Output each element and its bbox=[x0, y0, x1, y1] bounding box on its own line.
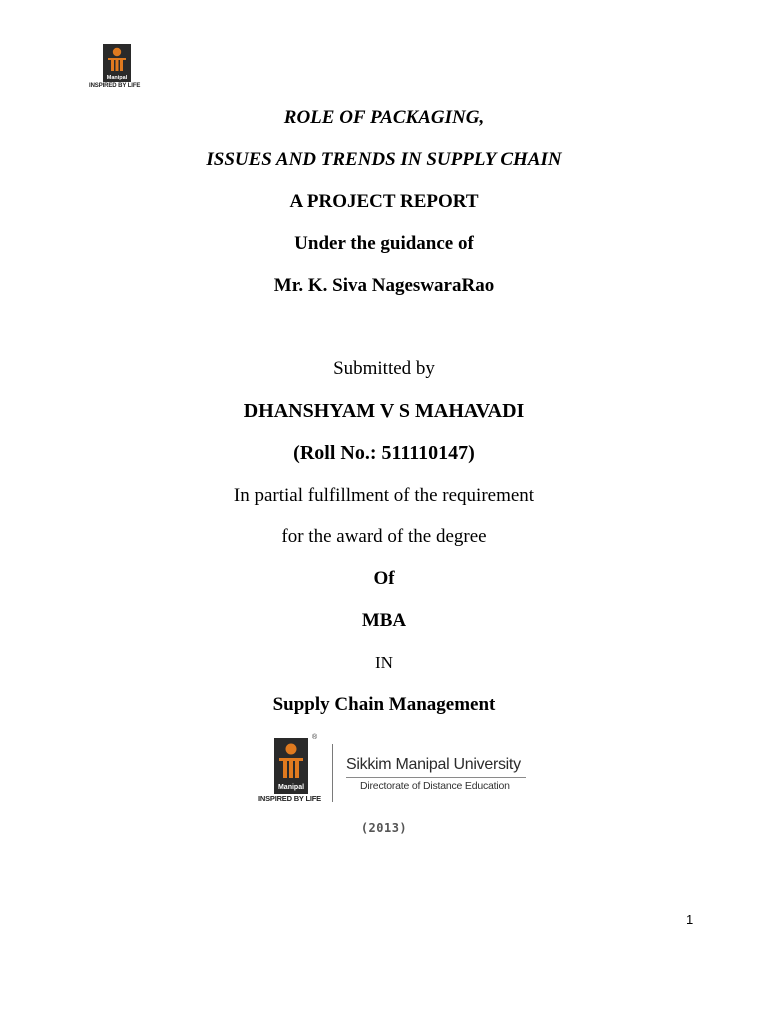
title-line-1: ROLE OF PACKAGING, bbox=[283, 107, 485, 128]
in-label: IN bbox=[375, 653, 393, 672]
manipal-emblem-icon bbox=[103, 44, 131, 82]
manipal-logo-tagline-top: INSPIRED BY LIFE bbox=[89, 83, 141, 89]
university-name: Sikkim Manipal University bbox=[346, 756, 521, 773]
svg-text:Manipal: Manipal bbox=[277, 784, 305, 791]
registered-mark: ® bbox=[312, 734, 318, 741]
guide-name: Mr. K. Siva NageswaraRao bbox=[273, 275, 495, 296]
roll-number: (Roll No.: 511110147) bbox=[293, 442, 475, 464]
report-year: (2013) bbox=[360, 821, 408, 835]
report-type: A PROJECT REPORT bbox=[289, 191, 479, 212]
university-name-rule bbox=[346, 777, 526, 778]
university-logo bbox=[258, 734, 538, 806]
specialization: Supply Chain Management bbox=[272, 694, 496, 715]
logo-divider bbox=[332, 744, 333, 802]
page-number: 1 bbox=[686, 912, 694, 927]
of-label: Of bbox=[373, 568, 395, 589]
manipal-emblem-icon bbox=[274, 738, 308, 794]
degree-name: MBA bbox=[361, 610, 407, 631]
guidance-label: Under the guidance of bbox=[294, 233, 474, 254]
requirement-line-2: for the award of the degree bbox=[281, 526, 487, 547]
university-department: Directorate of Distance Education bbox=[360, 780, 510, 792]
student-name: DHANSHYAM V S MAHAVADI bbox=[243, 400, 525, 422]
requirement-line-1: In partial fulfillment of the requirement bbox=[233, 485, 535, 506]
svg-text:Manipal: Manipal bbox=[106, 75, 128, 81]
submitted-by-label: Submitted by bbox=[333, 358, 435, 379]
university-logo-tagline: INSPIRED BY LIFE bbox=[258, 794, 321, 803]
title-line-2: ISSUES AND TRENDS IN SUPPLY CHAIN bbox=[206, 149, 562, 170]
